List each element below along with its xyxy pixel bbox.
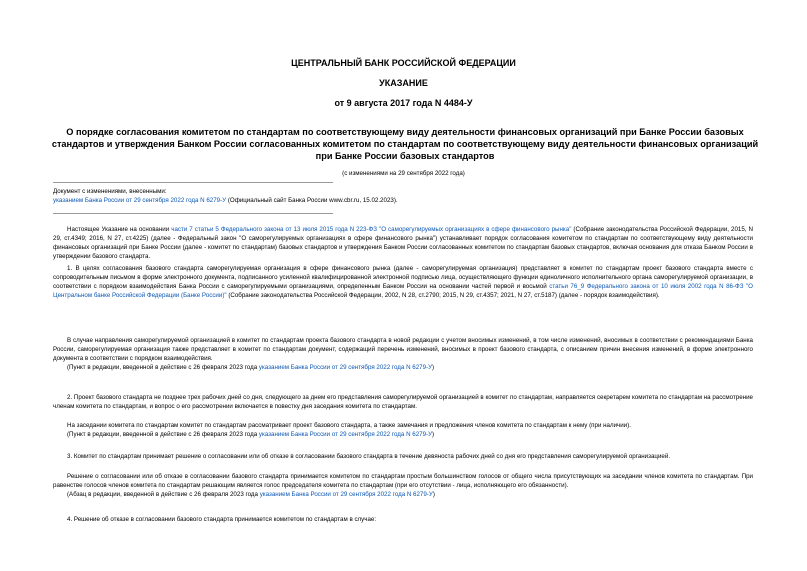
changes-intro: Документ с изменениями, внесенными: [53, 188, 167, 195]
clause-1-paragraph: 1. В целях согласования базового стандарта саморегулируемая организация в сфере финансового рынка (далее - саморегулируемая организация) представляет в комитет по стандартам проект базового стандарта вместе с сопроводительным письмом в форме электронного документа, подписанного усиленной квалифицированной электронной подписью лица, осуществляющего функции единоличного исполнительного органа саморегулируемой организации, в соответствии с порядком взаимодействия Банка России с саморегулируемыми организациями, определенным Банком России на основании частей первой и восьмой статьи 76_9 Федерального закона от 10 июля 2002 года N 86-ФЗ "О Центральном банке Российской Федерации (Банке России)" (Собрание законодательства Российской Федерации, 2002, N 28, ст.2790; 2015, N 29, ст.4357; 2021, N 27, ст.5187) (далее - порядок взаимодействия). [53, 265, 753, 300]
document-type-heading: УКАЗАНИЕ [379, 78, 428, 88]
edition-note: (Абзац в редакции, введенной в действие с 26 февраля 2023 года указанием Банка России от 29 сентября 2022 года N 6279-У) [67, 491, 435, 499]
clause-2-paragraph-2: На заседании комитета по стандартам комитет по стандартам рассматривает проект базового стандарта, а также замечания и предложения членов комитета по стандартам к нему (при наличии). (Пункт в редакции, введенной в действие с 26 февраля 2023 года указанием Банка России от 29 сентября 2022 года N 6279-У) [53, 421, 753, 439]
preamble-paragraph: Настоящее Указание на основании части 7 статьи 5 Федерального закона от 13 июля 2015 года N 223-ФЗ "О саморегулируемых организациях в сфере финансового рынка" (Собрание законодательства Российской Федерации, 2015, N 29, ст.4349; 2016, N 27, ст.4225) (далее - Федеральный закон "О саморегулируемых организациях в сфере финансового рынка") устанавливает порядок согласования комитетом по стандартам по соответствующему виду деятельности финансовых организаций при Банке России (далее - комитет по стандартам) базовых стандартов и утверждения Банком России согласованных комитетом по стандартам базовых стандартов, включая основания для отказа Банком России в утверждении базового стандарта. [53, 226, 753, 261]
clause-3-paragraph-2: Решение о согласовании или об отказе в согласовании базового стандарта принимается комитетом по стандартам простым большинством голосов от общего числа присутствующих на заседании членов комитета по стандартам. При равенстве голосов членов комитета по стандартам решающим является голос председателя комитета по стандартам (при его отсутствии - лица, исполняющего его обязанности). (Абзац в редакции, введенной в действие с 26 февраля 2023 года указанием Банка России от 29 сентября 2022 года N 6279-У) [53, 473, 753, 499]
edition-note: (Пункт в редакции, введенной в действие с 26 февраля 2023 года указанием Банка России от 29 сентября 2022 года N 6279-У) [67, 364, 435, 372]
document-date-heading: от 9 августа 2017 года N 4484-У [334, 98, 473, 108]
edition-note: (Пункт в редакции, введенной в действие с 26 февраля 2023 года указанием Банка России от 29 сентября 2022 года N 6279-У) [67, 431, 435, 439]
edition-note-link[interactable]: указанием Банка России от 29 сентября 2022 года N 6279-У [258, 431, 433, 439]
edition-note-link[interactable]: указанием Банка России от 29 сентября 2022 года N 6279-У [258, 364, 433, 372]
law-86-link[interactable]: статьи 76_9 Федерального закона от 10 июля 2002 года N 86-ФЗ "О Центральном банке Российской Федерации (Банке России)" [53, 283, 753, 300]
law-223-link[interactable]: части 7 статьи 5 Федерального закона от 13 июля 2015 года N 223-ФЗ "О саморегулируемых организациях в сфере финансового рынка" [171, 226, 572, 233]
edition-note-link[interactable]: указанием Банка России от 29 сентября 2022 года N 6279-У [259, 491, 433, 499]
changes-line [53, 196, 753, 205]
issuer-heading: ЦЕНТРАЛЬНЫЙ БАНК РОССИЙСКОЙ ФЕДЕРАЦИИ [291, 58, 516, 68]
amendment-note: (с изменениями на 29 сентября 2022 года) [342, 170, 465, 177]
clause-3-paragraph: 3. Комитет по стандартам принимает решение о согласовании или об отказе в согласовании базового стандарта в течение девяноста рабочих дней со дня его представления саморегулируемой организацией. [67, 453, 671, 460]
divider-bottom [53, 213, 333, 214]
clause-4-paragraph: 4. Решение об отказе в согласовании базового стандарта принимается комитетом по стандартам в случае: [67, 516, 377, 523]
divider-top [53, 182, 333, 183]
changes-source: (Официальный сайт Банка России www.cbr.ru, 15.02.2023). [226, 197, 398, 204]
document-title: О порядке согласования комитетом по стандартам по соответствующему виду деятельности финансовых организаций при Банке России базовых стандартов и утверждения Банком России согласованных комитетом по стандартам по соответствующему виду деятельности финансовых организаций при Банке России базовых стандартов [51, 127, 759, 161]
clause-2-paragraph: 2. Проект базового стандарта не позднее трех рабочих дней со дня, следующего за днем его представления саморегулируемой организацией в комитет по стандартам, направляется секретарем комитета по стандартам на рассмотрение членам комитета по стандартам, и вопрос о его рассмотрении включается в повестку дня заседания комитета по стандартам. [53, 394, 753, 411]
clause-1-paragraph-2: В случае направления саморегулируемой организацией в комитет по стандартам проекта базового стандарта в новой редакции с учетом вносимых изменений, в том числе изменений, вносимых в соответствии с рекомендациями Банка России, саморегулируемая организация также представляет в комитет по стандартам документ, содержащий перечень изменений, вносимых в проект базового стандарта, с описанием причин внесения изменений, в форме электронного документа в соответствии с порядком взаимодействия. (Пункт в редакции, введенной в действие с 26 февраля 2023 года указанием Банка России от 29 сентября 2022 года N 6279-У) [53, 337, 753, 372]
amendment-link[interactable]: указанием Банка России от 29 сентября 2022 года N 6279-У [53, 197, 227, 204]
